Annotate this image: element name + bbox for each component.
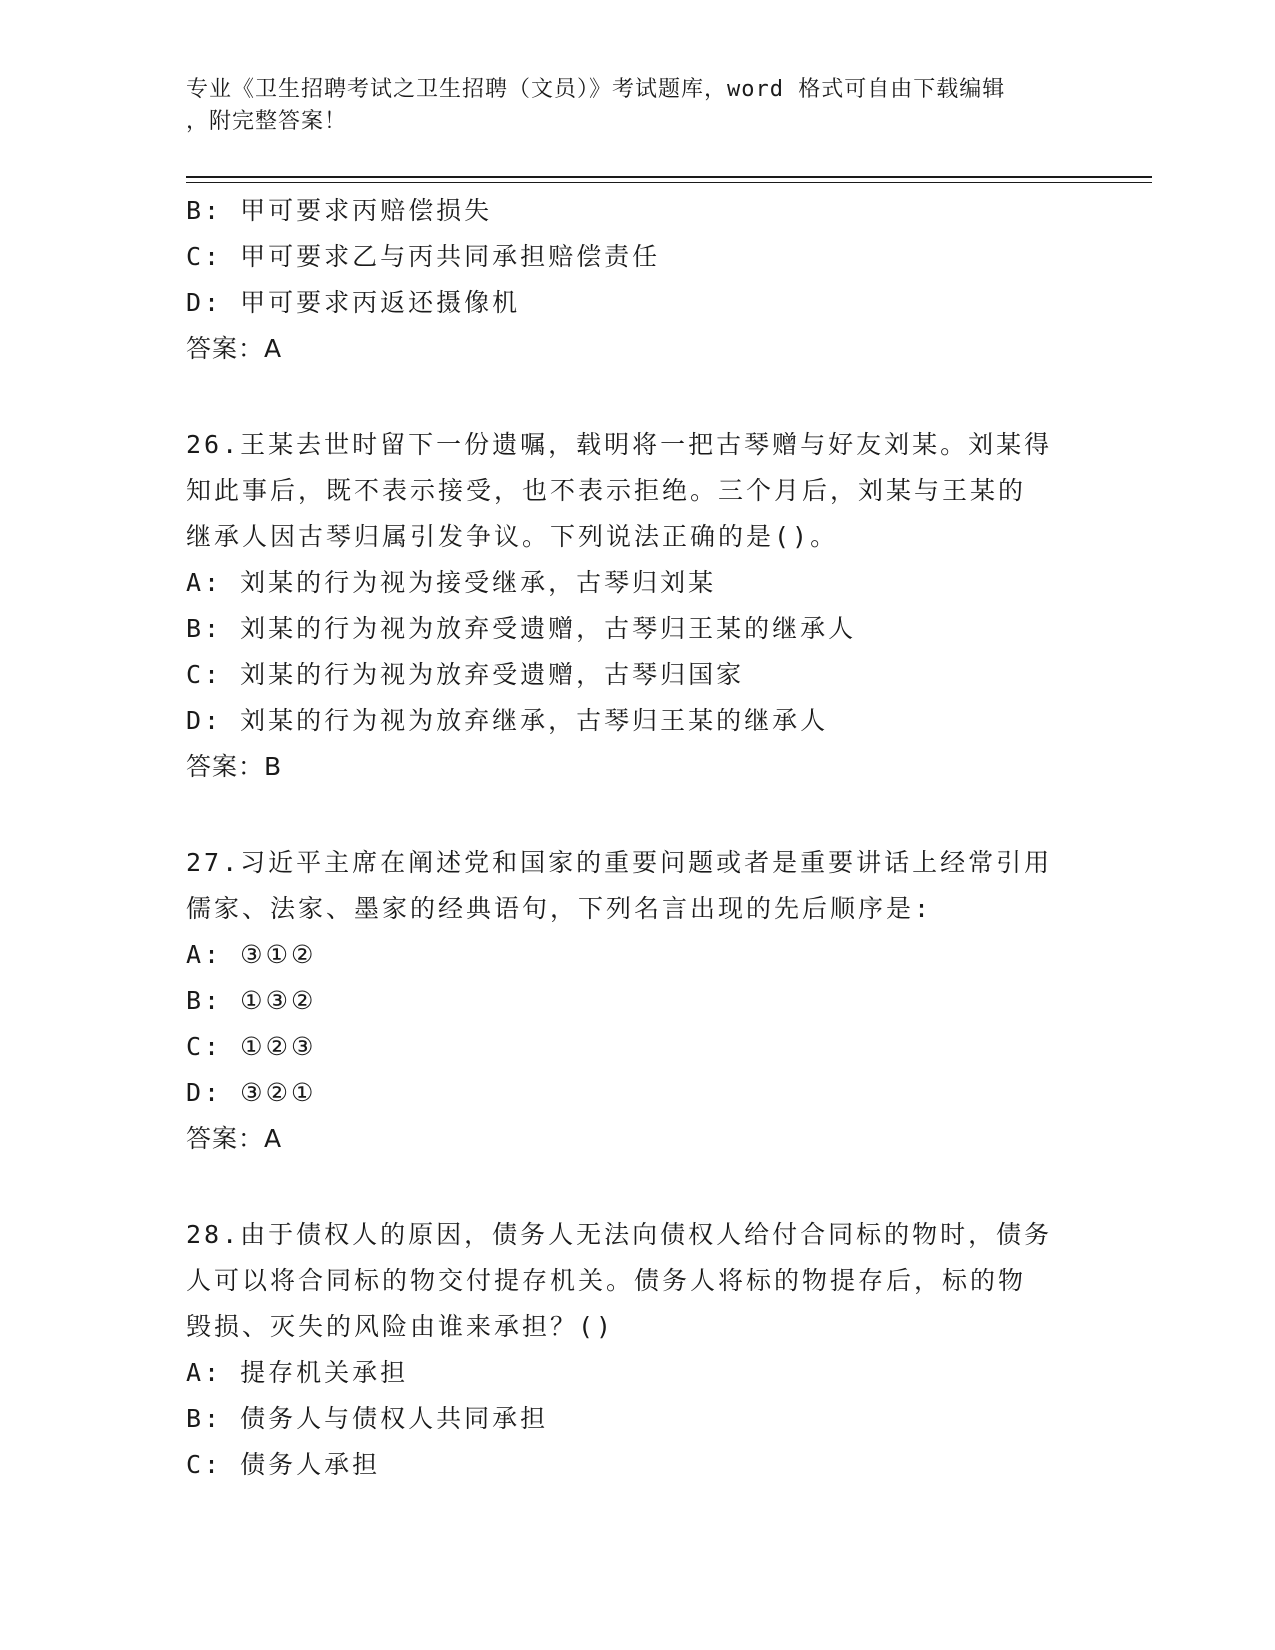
option-d: D: 甲可要求丙返还摄像机: [186, 288, 521, 317]
option-a: A: 提存机关承担: [186, 1358, 409, 1387]
question-26: [186, 422, 1086, 790]
question-text-line: 儒家、法家、墨家的经典语句，下列名言出现的先后顺序是:: [186, 894, 933, 923]
document-header: [186, 74, 1066, 138]
option-c: C: 刘某的行为视为放弃受遗赠，古琴归国家: [186, 660, 745, 689]
option-c: C: 甲可要求乙与丙共同承担赔偿责任: [186, 242, 661, 271]
question-text-line: 知此事后，既不表示接受，也不表示拒绝。三个月后，刘某与王某的: [186, 476, 1027, 505]
header-line-2: ，附完整答案！: [186, 109, 348, 134]
spacer: [186, 790, 1086, 840]
option-a: A: 刘某的行为视为接受继承，古琴归刘某: [186, 568, 717, 597]
option-c: C: ①②③: [186, 1032, 317, 1061]
question-text-line: 人可以将合同标的物交付提存机关。债务人将标的物提存后，标的物: [186, 1266, 1027, 1295]
option-b: B: 甲可要求丙赔偿损失: [186, 196, 493, 225]
question-28: [186, 1212, 1086, 1488]
option-b: B: 债务人与债权人共同承担: [186, 1404, 549, 1433]
option-c: C: 债务人承担: [186, 1450, 381, 1479]
document-body: [186, 188, 1086, 1488]
answer: 答案：A: [186, 1124, 283, 1153]
question-text-line: 28.由于债权人的原因，债务人无法向债权人给付合同标的物时，债务: [186, 1220, 1053, 1249]
answer: 答案：A: [186, 334, 283, 363]
option-a: A: ③①②: [186, 940, 317, 969]
option-d: D: 刘某的行为视为放弃继承，古琴归王某的继承人: [186, 706, 829, 735]
question-text-line: 继承人因古琴归属引发争议。下列说法正确的是()。: [186, 522, 839, 551]
question-text-line: 毁损、灭失的风险由谁来承担？(): [186, 1312, 615, 1341]
spacer: [186, 1162, 1086, 1212]
question-text-line: 26.王某去世时留下一份遗嘱，载明将一把古琴赠与好友刘某。刘某得: [186, 430, 1053, 459]
option-b: B: ①③②: [186, 986, 317, 1015]
question-text-line: 27.习近平主席在阐述党和国家的重要问题或者是重要讲话上经常引用: [186, 848, 1053, 877]
option-d: D: ③②①: [186, 1078, 317, 1107]
answer: 答案：B: [186, 752, 283, 781]
header-line-1: 专业《卫生招聘考试之卫生招聘（文员）》考试题库，word 格式可自由下载编辑: [186, 77, 1006, 102]
header-rule-thin: [186, 182, 1152, 183]
question-27: [186, 840, 1086, 1162]
spacer: [186, 372, 1086, 422]
question-25-tail: [186, 188, 1086, 372]
option-b: B: 刘某的行为视为放弃受遗赠，古琴归王某的继承人: [186, 614, 857, 643]
header-rule-thick: [186, 176, 1152, 178]
